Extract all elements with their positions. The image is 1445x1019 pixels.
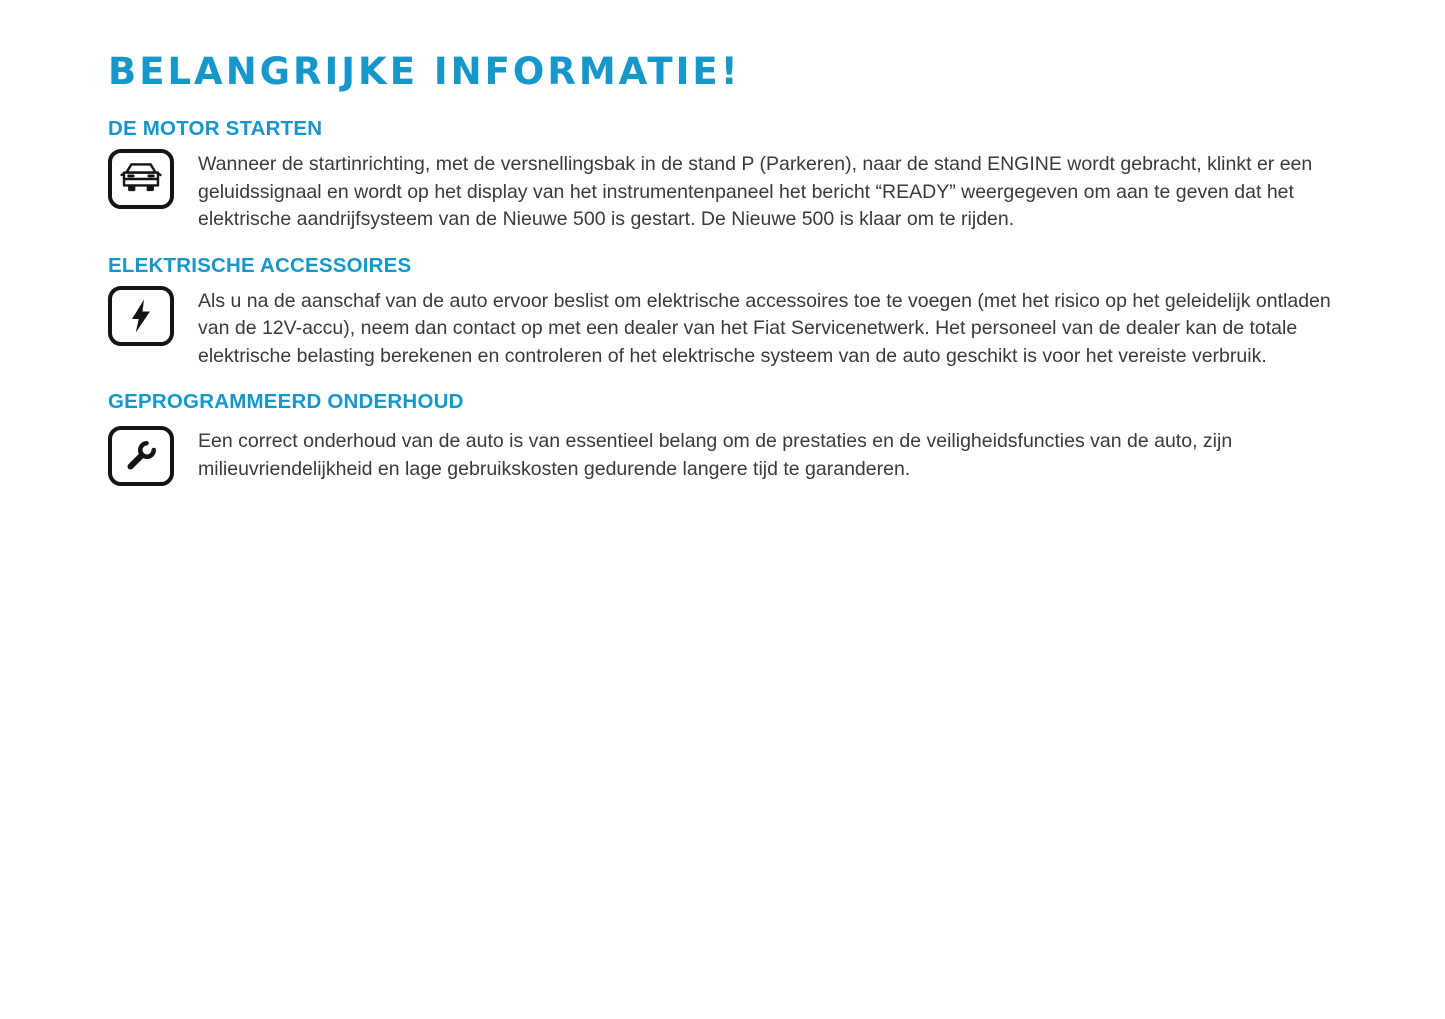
wrench-icon xyxy=(108,426,174,486)
section-body-electrical-accessories: Als u na de aanschaf van de auto ervoor beslist om elektrische accessoires toe te voegen (met het risico op het geleidelijk ontladen van de 12V-accu), neem dan contact op met een dealer van het Fiat Servicenetwerk. Het personeel van de dealer kan de totale elektrische belasting berekenen en controleren of het elektrische systeem van de auto geschikt is voor het vereiste verbruik. xyxy=(198,289,1331,367)
section-row xyxy=(108,286,1359,371)
section-body-engine-start: Wanneer de startinrichting, met de versnellingsbak in de stand P (Parkeren), naar de stand ENGINE wordt gebracht, klinkt er een geluidssignaal en wordt op het display van het instrumentenpaneel het bericht “READY” weergegeven om aan te geven dat het elektrische aandrijfsysteem van de Nieuwe 500 is gestart. De Nieuwe 500 is klaar om te rijden. xyxy=(198,153,1313,230)
car-icon xyxy=(108,149,174,209)
section-scheduled-maintenance xyxy=(108,390,1359,486)
section-row xyxy=(108,426,1359,486)
section-heading-electrical-accessories: ELEKTRISCHE ACCESSOIRES xyxy=(108,253,412,277)
lightning-icon xyxy=(108,286,174,346)
section-heading-scheduled-maintenance: GEPROGRAMMEERD ONDERHOUD xyxy=(108,390,464,413)
section-engine-start xyxy=(108,117,1359,234)
page-title: BELANGRIJKE INFORMATIE! xyxy=(108,50,741,93)
section-row xyxy=(108,149,1359,234)
section-body-scheduled-maintenance: Een correct onderhoud van de auto is van essentieel belang om de prestaties en de veiligheidsfuncties van de auto, zijn milieuvriendelijkheid en lage gebruikskosten gedurende langere tijd te garanderen. xyxy=(198,430,1233,480)
section-electrical-accessories xyxy=(108,254,1359,371)
section-heading-engine-start: DE MOTOR STARTEN xyxy=(108,117,323,140)
